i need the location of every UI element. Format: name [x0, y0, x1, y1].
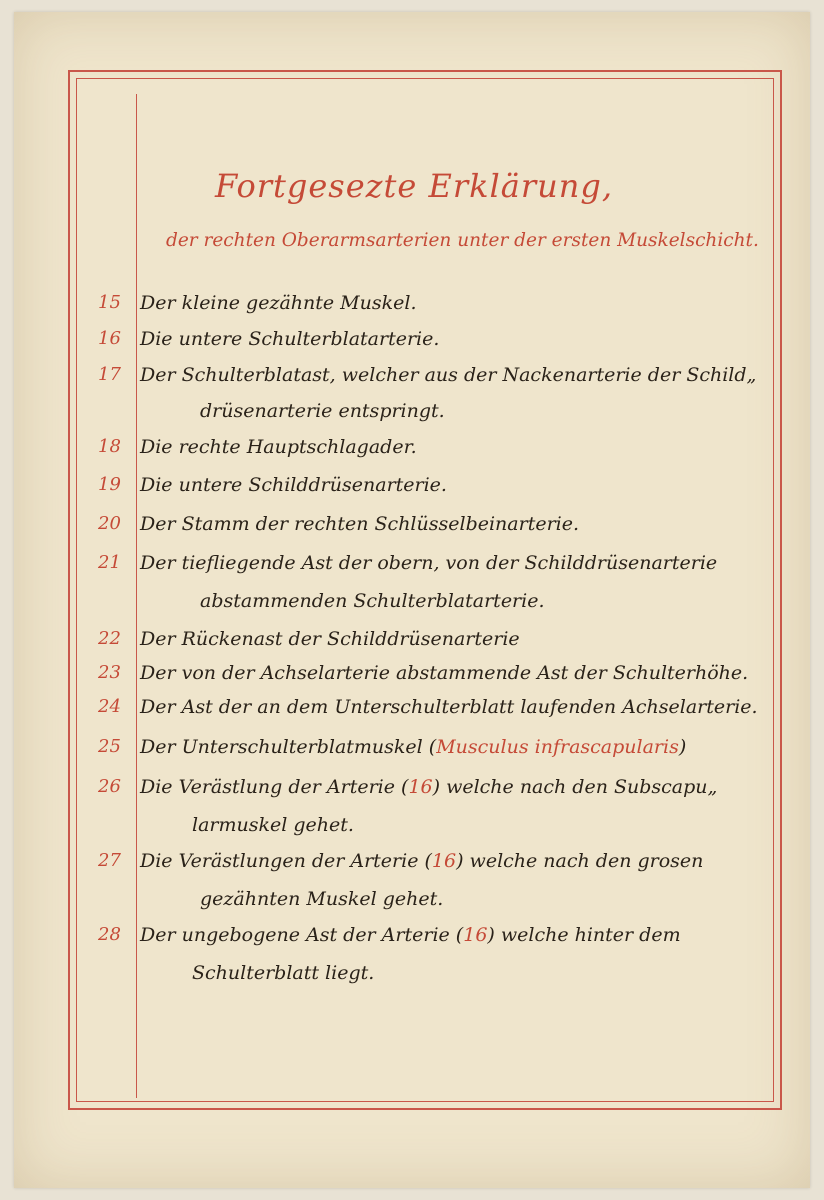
- page-subtitle: der rechten Oberarmsarterien unter der ersten Muskelschicht.: [166, 230, 759, 251]
- entry-text: Die untere Schilddrüsenarterie.: [140, 474, 447, 496]
- entry-text-suffix: ) welche nach den Subscapu„: [432, 776, 718, 798]
- entry-text: Der von der Achselarterie abstammende Ast der Schulterhöhe.: [140, 662, 749, 684]
- entry-text-continued: drüsenarterie entspringt.: [200, 400, 445, 422]
- entry-text-continued: larmuskel gehet.: [192, 814, 354, 836]
- entry-text: Die untere Schulterblatarterie.: [140, 328, 440, 350]
- entry-text: [140, 924, 681, 946]
- reference-number: 16: [463, 924, 488, 946]
- entry-text: Der kleine gezähnte Muskel.: [140, 292, 417, 314]
- entry-text: [140, 776, 717, 798]
- entry-text: Der Stamm der rechten Schlüsselbeinarterie.: [140, 513, 580, 535]
- entry-text: [140, 850, 703, 872]
- entry-text-suffix: ) welche nach den grosen: [456, 850, 704, 872]
- entry-number: 17: [98, 364, 121, 385]
- entry-text-suffix: ) welche hinter dem: [487, 924, 681, 946]
- entries-list: [14, 12, 810, 1188]
- entry-text-suffix: ): [678, 736, 687, 758]
- entry-number: 22: [98, 628, 121, 649]
- entry-text: Der Rückenast der Schilddrüsenarterie: [140, 628, 520, 650]
- entry-number: 26: [98, 776, 121, 797]
- manuscript-page: [14, 12, 810, 1188]
- reference-number: 16: [408, 776, 433, 798]
- entry-text-continued: Schulterblatt liegt.: [192, 962, 375, 984]
- entry-number: 21: [98, 552, 121, 573]
- entry-text-continued: gezähnten Muskel gehet.: [200, 888, 444, 910]
- reference-number: 16: [431, 850, 457, 872]
- entry-text-prefix: Der ungebogene Ast der Arterie (: [140, 924, 464, 946]
- entry-text-continued: abstammenden Schulterblatarterie.: [200, 590, 545, 612]
- entry-number: 25: [98, 736, 121, 757]
- entry-number: 16: [98, 328, 121, 349]
- entry-number: 23: [98, 662, 121, 683]
- entry-text: Die rechte Hauptschlagader.: [140, 436, 417, 458]
- latin-term: Musculus infrascapularis: [436, 736, 679, 758]
- entry-number: 24: [98, 696, 121, 717]
- entry-number: 19: [98, 474, 121, 495]
- entry-number: 28: [98, 924, 121, 945]
- page-title: Fortgesezte Erklärung,: [214, 167, 613, 205]
- entry-text: Der Ast der an dem Unterschulterblatt laufenden Achselarterie.: [140, 696, 758, 718]
- entry-text-prefix: Die Verästlungen der Arterie (: [140, 850, 432, 872]
- entry-text: [140, 736, 686, 758]
- entry-text: Der Schulterblatast, welcher aus der Nackenarterie der Schild„: [140, 364, 757, 386]
- entry-text-prefix: Der Unterschulterblatmuskel (: [140, 736, 437, 758]
- entry-number: 18: [98, 436, 121, 457]
- entry-text-prefix: Die Verästlung der Arterie (: [140, 776, 409, 798]
- entry-number: 15: [98, 292, 121, 313]
- entry-text: Der tiefliegende Ast der obern, von der Schilddrüsenarterie: [140, 552, 718, 574]
- entry-number: 20: [98, 513, 121, 534]
- entry-number: 27: [98, 850, 121, 871]
